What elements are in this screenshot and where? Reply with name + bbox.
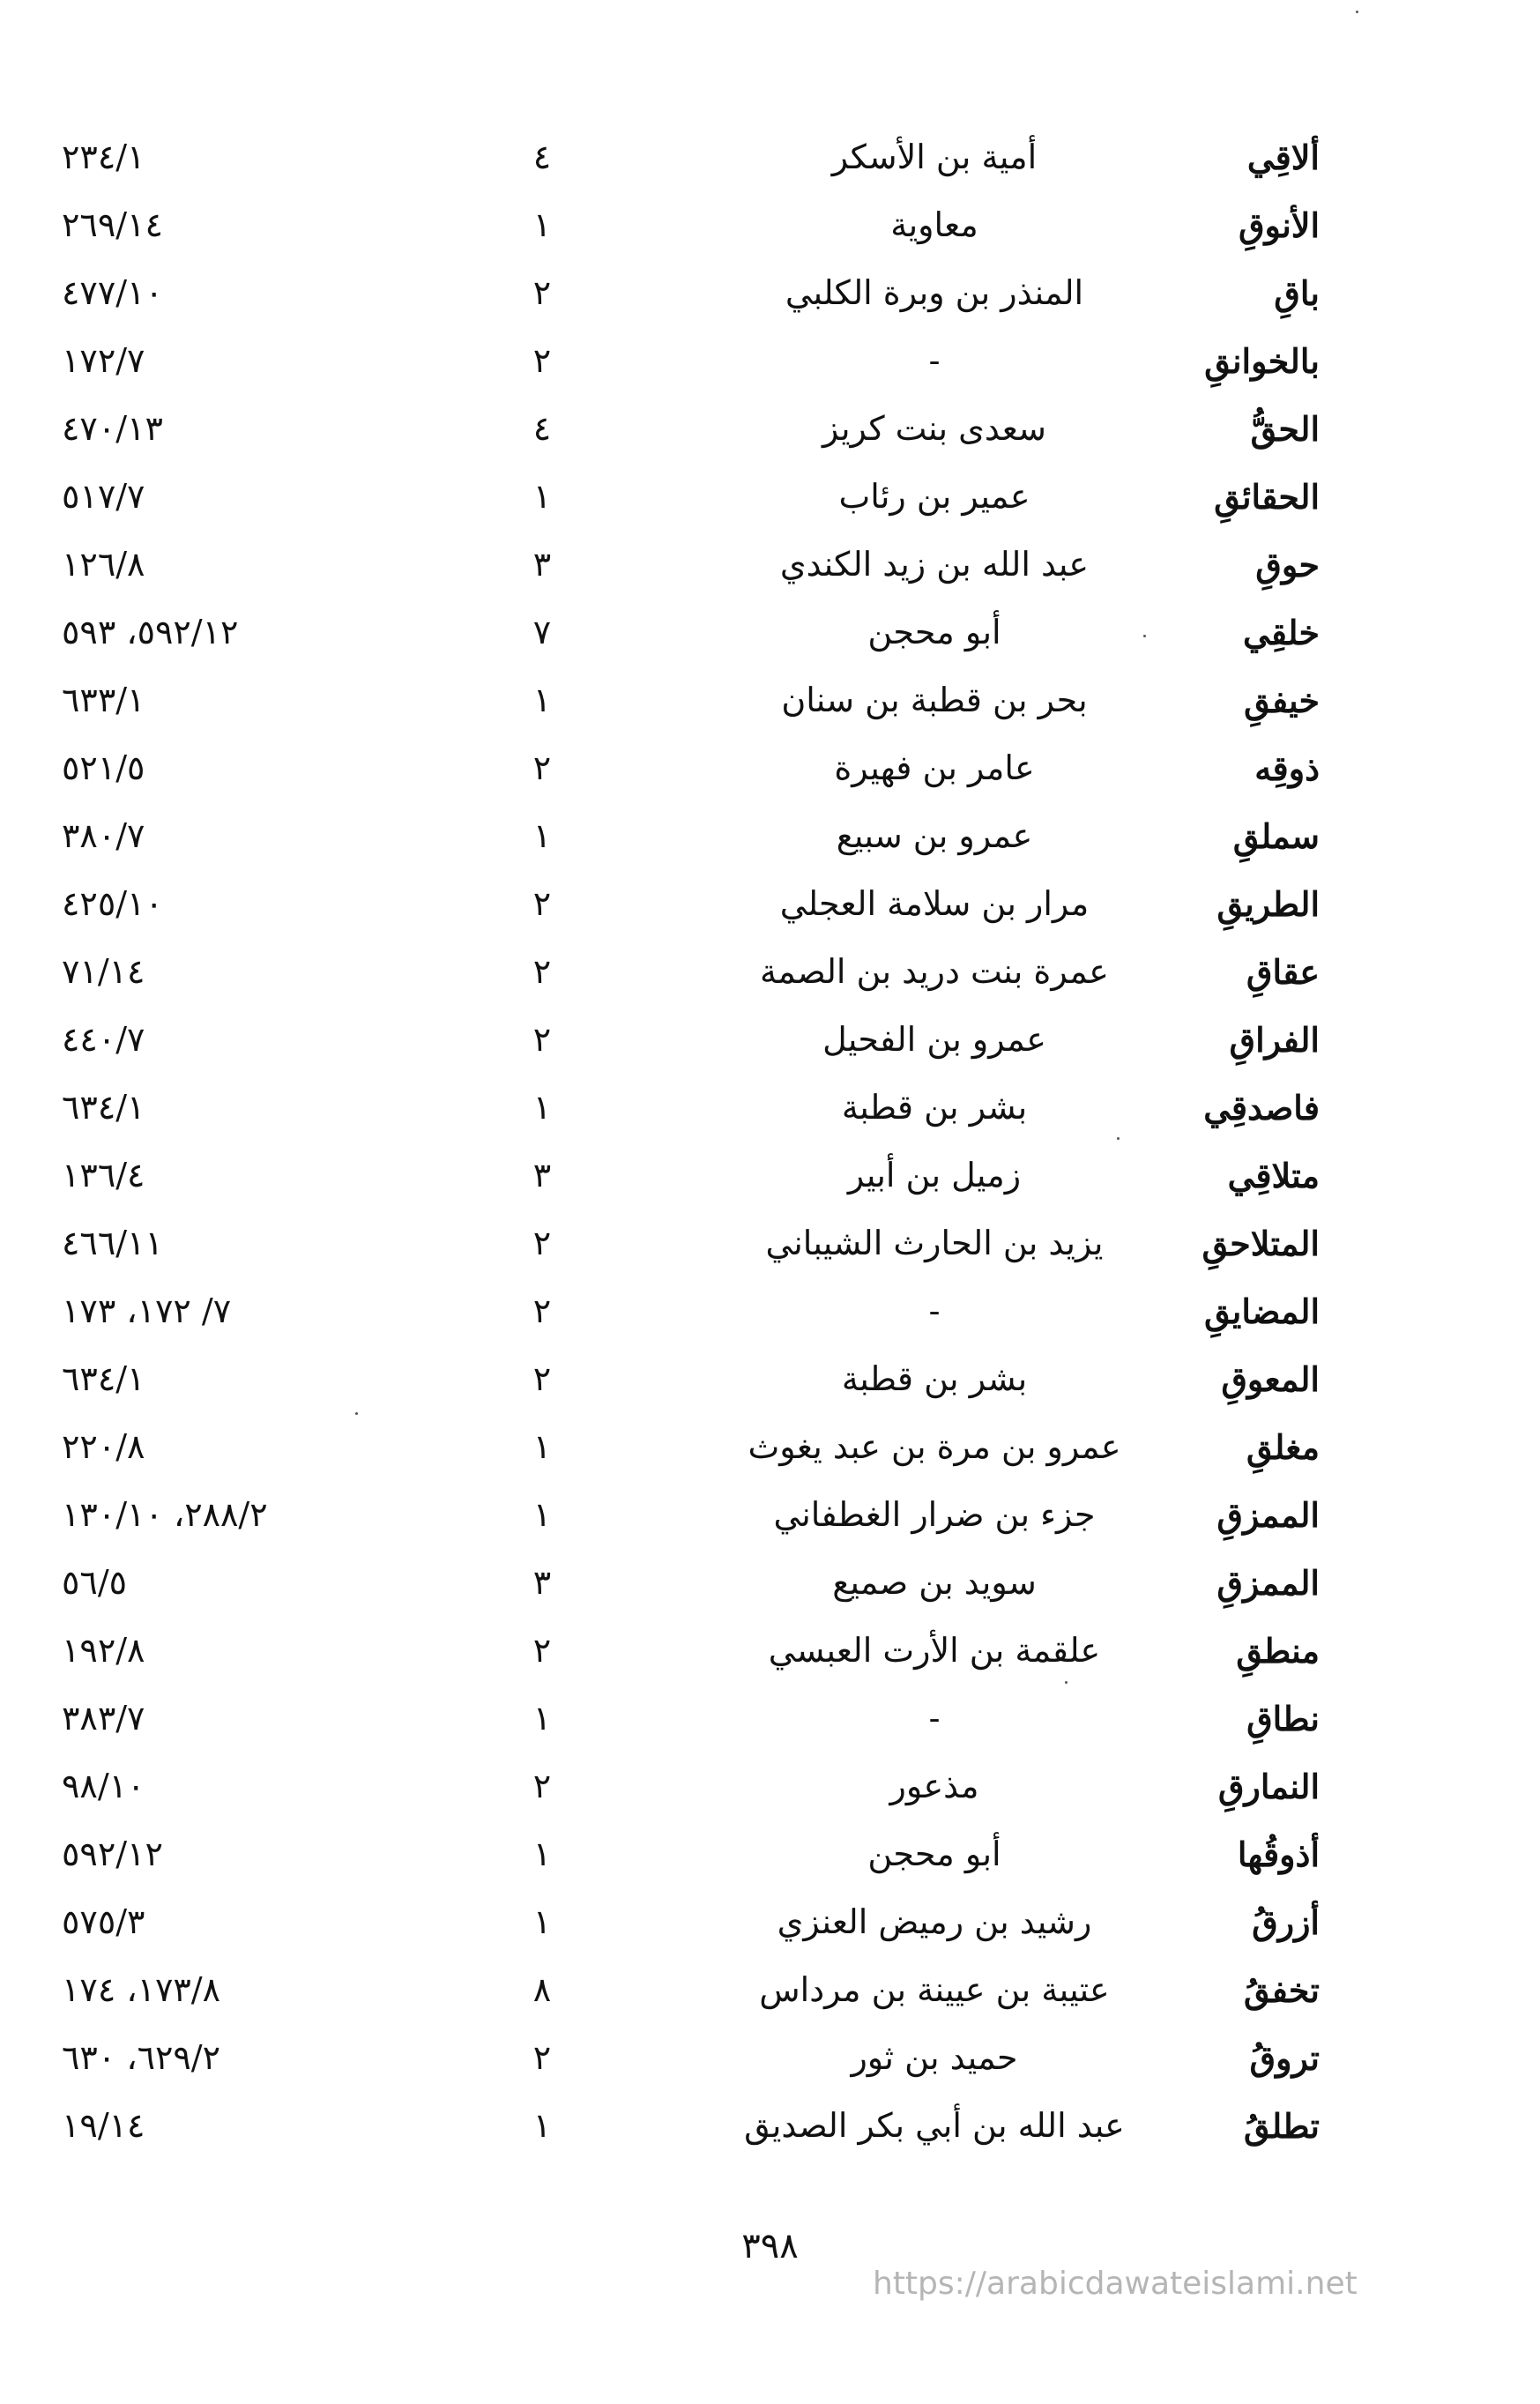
- reference-cell: ٣٨٠/٧: [62, 816, 145, 855]
- reference-cell: ١٣٦/٤: [62, 1156, 145, 1195]
- table-row: [0, 531, 1540, 599]
- table-row: [0, 802, 1540, 870]
- reference-cell: ٦٣٤/١: [62, 1088, 145, 1127]
- poet-cell: عتيبة بن عيينة بن مرداس: [759, 1970, 1110, 2009]
- table-row: [0, 1142, 1540, 1209]
- table-row: [0, 666, 1540, 734]
- rhyme-cell: تروقُ: [1249, 2038, 1320, 2078]
- poet-cell: أبو محجن: [867, 1835, 1001, 1873]
- poet-cell: أبو محجن: [867, 613, 1001, 651]
- poet-cell: عبد الله بن أبي بكر الصديق: [744, 2106, 1125, 2145]
- rhyme-cell: الممزقِ: [1216, 1563, 1320, 1603]
- reference-cell: ٥١٧/٧: [62, 477, 145, 516]
- rhyme-cell: ألاقِي: [1246, 138, 1320, 177]
- table-row: [0, 1820, 1540, 1888]
- table-row: [0, 734, 1540, 802]
- rhyme-cell: الممزقِ: [1216, 1495, 1320, 1535]
- poet-cell: عمير بن رئاب: [838, 477, 1030, 516]
- rhyme-cell: متلاقِي: [1227, 1156, 1320, 1195]
- verse-count-cell: ١: [532, 1835, 552, 1873]
- verse-count-cell: ١: [532, 477, 552, 516]
- poet-cell: -: [928, 341, 941, 380]
- poet-cell: -: [928, 1291, 941, 1330]
- poet-cell: مذعور: [889, 1767, 979, 1805]
- rhyme-cell: الطريقِ: [1216, 884, 1320, 924]
- table-row: [0, 1006, 1540, 1074]
- watermark-url: https://arabicdawateislami.net: [873, 2266, 1358, 2302]
- reference-cell: ٥٢١/٥: [62, 748, 145, 787]
- poet-cell: عمرة بنت دريد بن الصمة: [760, 952, 1109, 991]
- rhyme-cell: منطقِ: [1236, 1631, 1320, 1671]
- verse-count-cell: ١: [532, 1088, 552, 1127]
- reference-cell: ٦٣٤/١: [62, 1359, 145, 1398]
- verse-count-cell: ٣: [532, 545, 552, 584]
- reference-cell: ٢٢٠/٨: [62, 1427, 145, 1466]
- poet-cell: -: [928, 1699, 941, 1738]
- rhyme-cell: المعوقِ: [1221, 1359, 1320, 1399]
- verse-count-cell: ٨: [532, 1970, 552, 2009]
- reference-cell: ١٢٦/٨: [62, 545, 145, 584]
- rhyme-cell: تطلقُ: [1243, 2106, 1320, 2146]
- poet-cell: رشيد بن رميض العنزي: [777, 1902, 1092, 1941]
- verse-count-cell: ٢: [532, 952, 552, 991]
- poet-cell: بحر بن قطبة بن سنان: [781, 681, 1088, 719]
- table-row: [0, 259, 1540, 327]
- verse-count-cell: ١: [532, 1699, 552, 1738]
- poet-cell: بشر بن قطبة: [841, 1359, 1028, 1398]
- rhyme-cell: الأنوقِ: [1239, 205, 1320, 245]
- reference-cell: ٧١/١٤: [62, 952, 145, 991]
- scan-speck: [1356, 11, 1358, 13]
- page-number: ٣٩٨: [741, 2226, 799, 2266]
- verse-count-cell: ٤: [532, 409, 552, 448]
- rhyme-cell: عقاقِ: [1246, 952, 1320, 992]
- verse-count-cell: ٢: [532, 1359, 552, 1398]
- poet-cell: عامر بن فهيرة: [834, 748, 1035, 787]
- table-row: [0, 1277, 1540, 1345]
- rhyme-cell: الحقُّ: [1250, 409, 1320, 449]
- reference-cell: ٥٩٢/١٢، ٥٩٣: [62, 613, 239, 651]
- reference-cell: ٤٦٦/١١: [62, 1224, 163, 1262]
- verse-count-cell: ٢: [532, 1291, 552, 1330]
- reference-cell: ٦٣٣/١: [62, 681, 145, 719]
- verse-count-cell: ١: [532, 205, 552, 244]
- rhyme-cell: بالخوانقِ: [1204, 341, 1320, 381]
- reference-cell: ٤٧٧/١٠: [62, 273, 163, 312]
- rhyme-cell: أذوقُها: [1237, 1835, 1320, 1874]
- reference-cell: ٧/ ١٧٢، ١٧٣: [62, 1291, 232, 1330]
- table-row: [0, 327, 1540, 395]
- table-row: [0, 191, 1540, 259]
- rhyme-cell: الفراقِ: [1229, 1020, 1320, 1060]
- table-row: [0, 1753, 1540, 1820]
- verse-count-cell: ١: [532, 1495, 552, 1534]
- verse-count-cell: ٣: [532, 1563, 552, 1602]
- poet-cell: أمية بن الأسكر: [831, 138, 1038, 176]
- table-row: [0, 1617, 1540, 1685]
- reference-cell: ٤٤٠/٧: [62, 1020, 145, 1059]
- rhyme-cell: المتلاحقِ: [1201, 1224, 1320, 1263]
- rhyme-cell: النمارقِ: [1218, 1767, 1320, 1806]
- verse-count-cell: ١: [532, 2106, 552, 2145]
- reference-cell: ٣٨٣/٧: [62, 1699, 145, 1738]
- table-row: [0, 1413, 1540, 1481]
- poet-cell: عبد الله بن زيد الكندي: [779, 545, 1090, 584]
- table-row: [0, 2024, 1540, 2092]
- table-row: [0, 1549, 1540, 1617]
- rhyme-cell: ذوقِه: [1254, 748, 1320, 788]
- table-row: [0, 1956, 1540, 2024]
- table-row: [0, 123, 1540, 191]
- poet-cell: حميد بن ثور: [851, 2038, 1018, 2077]
- reference-cell: ٤٧٠/١٣: [62, 409, 163, 448]
- table-row: [0, 1481, 1540, 1549]
- reference-cell: ٦٢٩/٢، ٦٣٠: [62, 2038, 221, 2077]
- reference-cell: ١٧٢/٧: [62, 341, 145, 380]
- poet-cell: عمرو بن سبيع: [836, 816, 1033, 855]
- table-row: [0, 1888, 1540, 1956]
- reference-cell: ٢٨٨/٢، ١٣٠/١٠: [62, 1495, 268, 1534]
- poet-cell: معاوية: [890, 205, 978, 244]
- poet-cell: علقمة بن الأرت العبسي: [768, 1631, 1101, 1670]
- verse-count-cell: ٢: [532, 884, 552, 923]
- rhyme-cell: خيفقِ: [1244, 681, 1320, 720]
- table-row: [0, 1685, 1540, 1753]
- table-row: [0, 463, 1540, 531]
- poet-cell: مرار بن سلامة العجلي: [779, 884, 1090, 923]
- rhyme-cell: حوقِ: [1255, 545, 1320, 584]
- reference-cell: ٢٦٩/١٤: [62, 205, 163, 244]
- rhyme-cell: تخفقُ: [1243, 1970, 1320, 2010]
- poet-cell: زميل بن أبير: [847, 1156, 1022, 1195]
- verse-count-cell: ١: [532, 681, 552, 719]
- verse-count-cell: ٢: [532, 1631, 552, 1670]
- rhyme-cell: خلقِي: [1243, 613, 1320, 652]
- poet-cell: سويد بن صميع: [832, 1563, 1037, 1602]
- verse-count-cell: ٢: [532, 1224, 552, 1262]
- verse-count-cell: ٤: [532, 138, 552, 176]
- poet-cell: عمرو بن مرة بن عبد يغوث: [748, 1427, 1121, 1466]
- verse-count-cell: ٢: [532, 341, 552, 380]
- verse-count-cell: ٢: [532, 273, 552, 312]
- reference-cell: ٢٣٤/١: [62, 138, 145, 176]
- poet-cell: المنذر بن وبرة الكلبي: [785, 273, 1084, 312]
- verse-count-cell: ٢: [532, 1767, 552, 1805]
- poet-cell: عمرو بن الفحيل: [822, 1020, 1046, 1059]
- poet-cell: يزيد بن الحارث الشيباني: [765, 1224, 1104, 1262]
- index-table: [0, 123, 1540, 2160]
- table-row: [0, 599, 1540, 666]
- poet-cell: جزء بن ضرار الغطفاني: [773, 1495, 1096, 1534]
- verse-count-cell: ٢: [532, 2038, 552, 2077]
- reference-cell: ٥٧٥/٣: [62, 1902, 145, 1941]
- reference-cell: ١٧٣/٨، ١٧٤: [62, 1970, 221, 2009]
- reference-cell: ٥٩٢/١٢: [62, 1835, 163, 1873]
- table-row: [0, 938, 1540, 1006]
- verse-count-cell: ٢: [532, 748, 552, 787]
- reference-cell: ١٩٢/٨: [62, 1631, 145, 1670]
- verse-count-cell: ٧: [532, 613, 552, 651]
- reference-cell: ٩٨/١٠: [62, 1767, 145, 1805]
- table-row: [0, 1209, 1540, 1277]
- rhyme-cell: فاصدقِي: [1203, 1088, 1320, 1128]
- table-row: [0, 870, 1540, 938]
- rhyme-cell: نطاقِ: [1246, 1699, 1320, 1738]
- verse-count-cell: ١: [532, 1427, 552, 1466]
- reference-cell: ١٩/١٤: [62, 2106, 145, 2145]
- table-row: [0, 1345, 1540, 1413]
- rhyme-cell: الحقائقِ: [1214, 477, 1320, 517]
- verse-count-cell: ٢: [532, 1020, 552, 1059]
- rhyme-cell: المضايقِ: [1204, 1291, 1320, 1331]
- rhyme-cell: مغلقِ: [1246, 1427, 1320, 1467]
- poet-cell: سعدى بنت كريز: [822, 409, 1046, 448]
- poet-cell: بشر بن قطبة: [841, 1088, 1028, 1127]
- table-row: [0, 1074, 1540, 1142]
- table-row: [0, 395, 1540, 463]
- rhyme-cell: أزرقُ: [1252, 1902, 1320, 1942]
- table-row: [0, 2092, 1540, 2160]
- reference-cell: ٤٢٥/١٠: [62, 884, 163, 923]
- rhyme-cell: باقِ: [1274, 273, 1320, 313]
- reference-cell: ٥٦/٥: [62, 1563, 128, 1602]
- verse-count-cell: ١: [532, 1902, 552, 1941]
- verse-count-cell: ٣: [532, 1156, 552, 1195]
- rhyme-cell: سملقِ: [1232, 816, 1320, 856]
- verse-count-cell: ١: [532, 816, 552, 855]
